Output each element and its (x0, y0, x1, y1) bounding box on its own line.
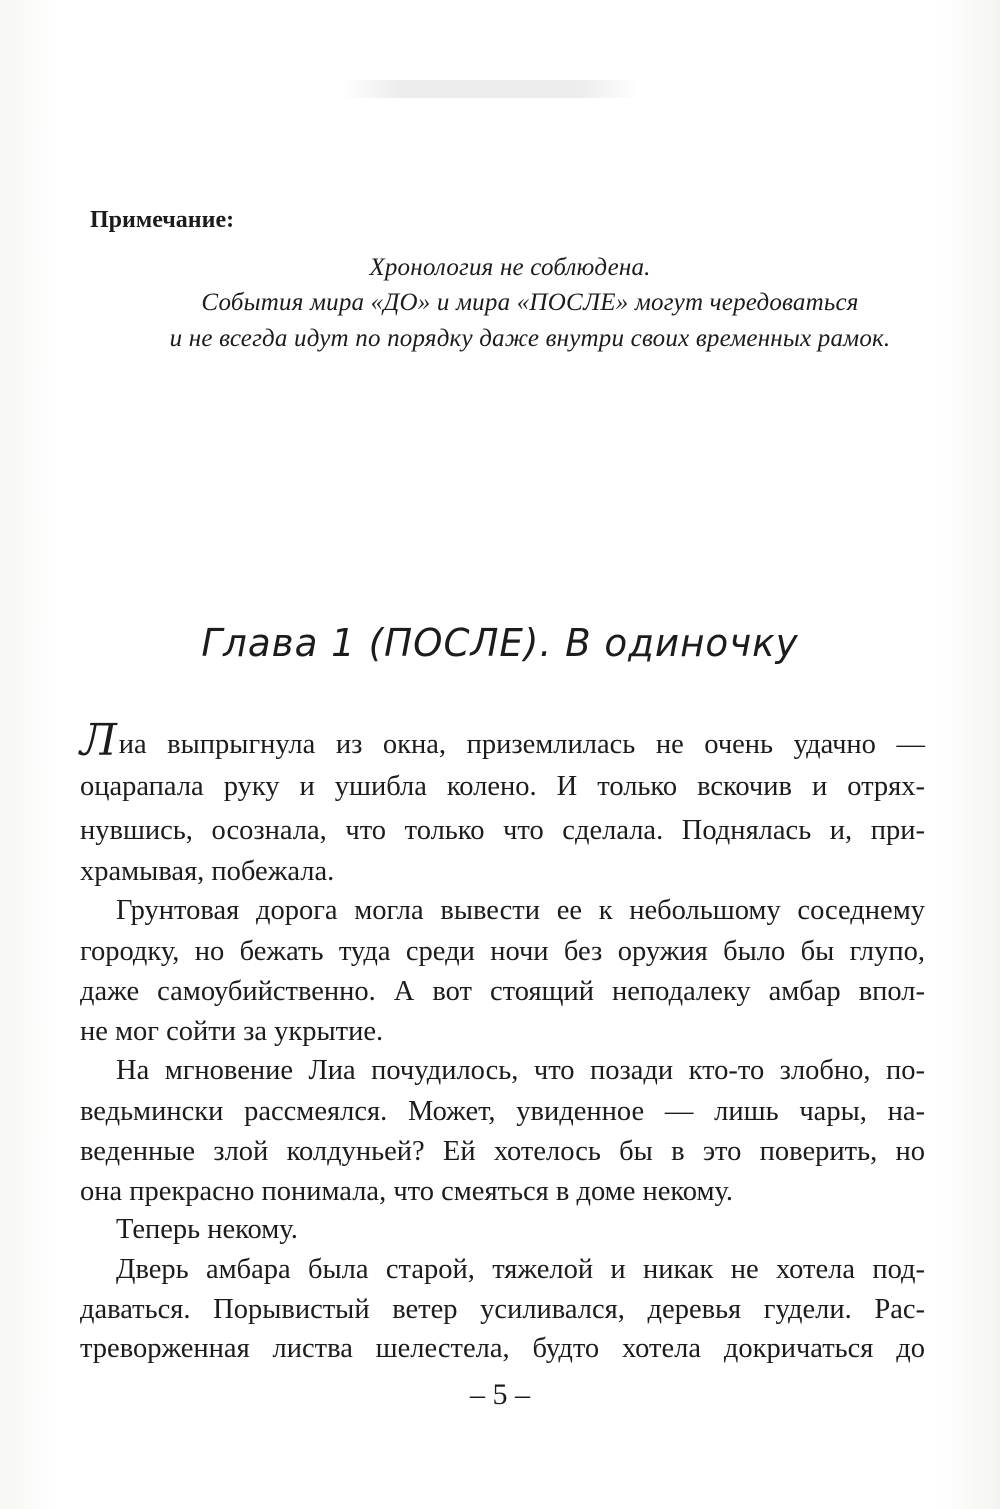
note-line-2: События мира «ДО» и мира «ПОСЛЕ» могут чередоваться (201, 289, 859, 316)
bleed-through-header (340, 80, 640, 98)
drop-cap: Л (80, 715, 117, 766)
body-line-14: Дверь амбара была старой, тяжелой и никак не хотела под- (116, 1254, 925, 1285)
chapter-title: Глава 1 (ПОСЛЕ). В одиночку (201, 621, 799, 665)
note-line-1: Хронология не соблюдена. (369, 254, 651, 281)
body-line-11: веденные злой колдуньей? Ей хотелось бы в это поверить, но (80, 1136, 925, 1167)
body-line-12: она прекрасно понимала, что смеяться в доме некому. (80, 1176, 734, 1207)
body-line-10: ведьмински рассмеялся. Может, увиденное — лишь чары, на- (80, 1096, 925, 1127)
note-line-3: и не всегда идут по порядку даже внутри своих временных рамок. (169, 325, 891, 352)
body-line-2: оцарапала руку и ушибла колено. И только вскочив и отрях- (80, 771, 925, 802)
body-line-8: не мог сойти за укрытие. (80, 1016, 384, 1047)
body-line-9: На мгновение Лиа почудилось, что позади кто-то злобно, по- (116, 1055, 925, 1086)
body-line-16: треворженная листва шелестела, будто хотела докричаться до (80, 1333, 925, 1364)
body-line-15: даваться. Порывистый ветер усиливался, деревья гудели. Рас- (80, 1294, 925, 1325)
body-line-1 (80, 715, 925, 766)
body-line-5: Грунтовая дорога могла вывести ее к небольшому соседнему (116, 895, 925, 926)
body-line-6: городку, но бежать туда среди ночи без оружия было бы глупо, (80, 936, 925, 967)
body-line-1-text: иа выпрыгнула из окна, приземлилась не очень удачно — (118, 729, 925, 760)
body-line-7: даже самоубийственно. А вот стоящий неподалеку амбар впол- (80, 976, 925, 1007)
body-line-4: храмывая, побежала. (80, 856, 335, 887)
body-line-3: нувшись, осознала, что только что сделала. Поднялась и, при- (80, 815, 925, 846)
body-line-13: Теперь некому. (116, 1214, 298, 1245)
note-title: Примечание: (90, 207, 235, 233)
page-number: – 5 – (470, 1378, 530, 1411)
